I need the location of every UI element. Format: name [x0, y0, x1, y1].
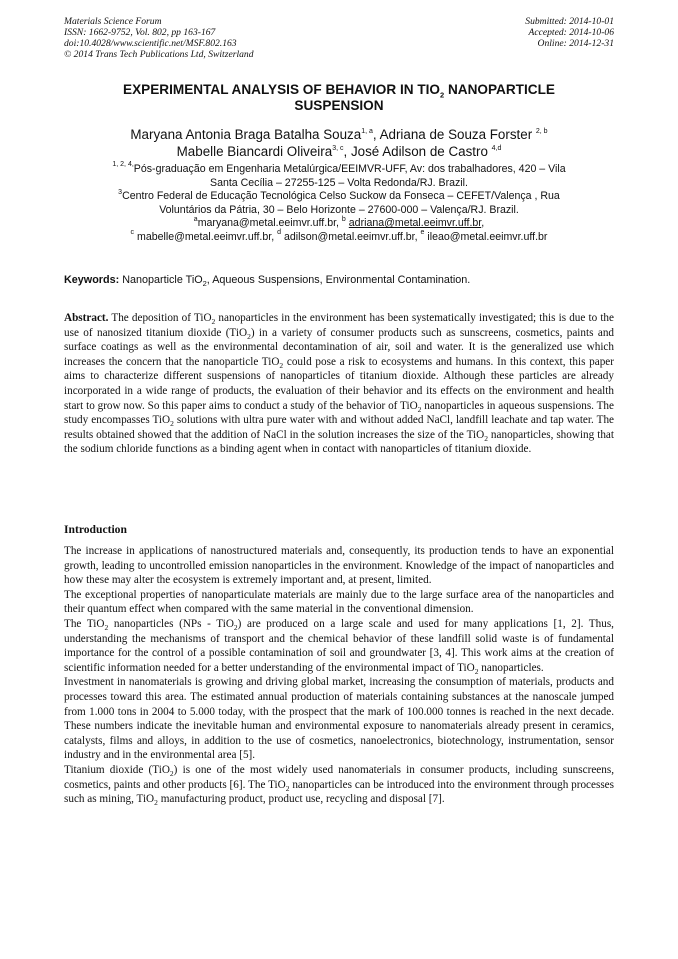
email-link[interactable]: adilson@metal.eeimvr.uff.br, — [281, 230, 421, 243]
journal-info — [64, 16, 254, 60]
paragraph: The increase in applications of nanostructured materials and, consequently, its production tends to have an exponential growth, leading to uncontrolled emission nanoparticles in the environment. Knowledge of the impact of nanoparticles and how these may alter the ecosystem is extremely important and, at present, limited. — [64, 545, 614, 587]
introduction-body — [64, 544, 614, 807]
paragraph: Titanium dioxide (TiO$_2$) is one of the most widely used nanomaterials in consumer products, including sunscreens, cosmetics, paints and other products [6]. The TiO$_2$ nanoparticles can be introduced into the environment through processes such as mining, TiO$_2$ manufacturing product, product use, recycling and disposal [7]. — [64, 763, 615, 808]
keywords: Keywords: Nanoparticle TiO$_2$, Aqueous Suspensions, Environmental Contamination. — [64, 274, 471, 289]
issn-line: ISSN: 1662-9752, Vol. 802, pp 163-167 — [64, 27, 216, 38]
email-list-2: $^c$ mabelle@metal.eeimvr.uff.br, $^d$ adilson@metal.eeimvr.uff.br, $^e$ ileao@metal.eeimvr.uff.br — [130, 229, 548, 243]
author-list: Maryana Antonia Braga Batalha Souza$^{1, a}$, Adriana de Souza Forster $^{2, b}$ Mabelle Biancardi Oliveira$^{3, c}$, José Adilson de Castro $^{4,d}$ — [130, 127, 548, 159]
paragraph: Investment in nanomaterials is growing and driving global market, increasing the consumption of materials, products and processes toward this area. The estimated annual production of materials containing substances at the nanoscale jumped from 1.000 tons in 2004 to 5.000 today, with the prospect that the mark of 100.000 tonnes is reached in the next decade. These numbers indicate the inevitable human and environmental exposure to nanomaterials already present in ceramics, catalysts, films and alloys, in addition to the use of cosmetics, nanoelectronics, biotechnology, instrumentation, sensor industry and in the environmental area [5]. — [64, 676, 614, 762]
doi-line: doi:10.4028/www.scientific.net/MSF.802.163 — [64, 38, 237, 49]
email-list-1: $^a$maryana@metal.eeimvr.uff.br, $^b$ adriana@metal.eeimvr.uff.br, — [193, 215, 485, 230]
paper-title: EXPERIMENTAL ANALYSIS OF BEHAVIOR IN $TIO_2$ NANOPARTICLE SUSPENSION — [123, 82, 555, 113]
online-date: Online: 2014-12-31 — [537, 38, 614, 49]
copyright-line: © 2014 Trans Tech Publications Ltd, Switzerland — [64, 49, 254, 60]
author-name: Mabelle Biancardi Oliveira — [176, 144, 333, 159]
journal-name: Materials Science Forum — [64, 16, 162, 27]
keywords-label: Keywords: — [64, 274, 120, 286]
paragraph: The TiO$_2$ nanoparticles (NPs - TiO$_2$) are produced on a large scale and used for many applications [1, 2]. Thus, understanding the mechanisms of transport and the chemical behavior of these landfill solid waste is of fundamental importance for the control of a possible contamination of soil and groundwater [3, 4]. This work aims at the creation of scientific information needed for a better understanding of the environmental impact of TiO$_2$ nanoparticles. — [64, 617, 614, 676]
author-name: , José Adilson de Castro — [343, 144, 492, 159]
submitted-date: Submitted: 2014-10-01 — [525, 16, 614, 27]
section-heading-introduction: Introduction — [64, 523, 127, 536]
email-link[interactable]: adriana@metal.eeimvr.uff.br — [348, 217, 482, 230]
email-link[interactable]: maryana@metal.eeimvr.uff.br, — [197, 217, 342, 230]
author-name: Maryana Antonia Braga Batalha Souza — [130, 127, 362, 142]
email-link[interactable]: mabelle@metal.eeimvr.uff.br, — [134, 230, 278, 243]
author-name: , Adriana de Souza Forster — [372, 127, 536, 142]
paragraph: The exceptional properties of nanoparticulate materials are mainly due to the large surface area of the nanoparticles and their quantum effect when compared with the same material in the conventional dimension. — [64, 588, 614, 616]
submission-dates — [525, 16, 614, 49]
abstract: Abstract. The deposition of TiO$_2$ nanoparticles in the environment has been systematically investigated; this is due to the use of nanosized titanium dioxide (TiO$_2$) in a variety of consumer products such as sunscreens, cosmetics, paints and surface coatings as well as the environmental decontamination of air, soil and water. It is the generalized use which increases the concern that the nanoparticle TiO$_2$ could pose a risk to ecosystems and humans. In this context, this paper aims to characterize different suspensions of nanoparticles of titanium dioxide. Although these particles are already incorporated in a wide range of products, the evaluation of their behavior and its effects on the environment and health start to grow now. So this paper aims to conduct a study of the behavior of TiO$_2$ nanoparticles in aqueous suspensions. The study encompasses TiO$_2$ solutions with ultra pure water with and without added NaCl, landfill leachate and tap water. The results obtained showed that the addition of NaCl in the solution increases the size of the TiO$_2$ nanoparticles, showing that the sodium chloride functions as a binding agent when in contact with nanoparticles of titanium dioxide. — [64, 312, 615, 456]
abstract-label: Abstract. — [64, 312, 109, 324]
email-link[interactable]: ileao@metal.eeimvr.uff.br — [424, 230, 548, 243]
affiliations: $^{1, 2, 4,}$Pós-graduação em Engenharia Metalúrgica/EEIMVR-UFF, Av: dos trabalhadores, 420 – Vila Santa Cecília – 27255-125 – Volta Redonda/RJ. Brazil. $^3$Centro Federal de Educação Tecnológica Celso Suckow da Fonseca – CEFET/Valença , Rua Voluntários da Pátria, 30 – Belo Horizonte – 27600-000 – Valença/RJ. Brazil. $^a$maryana@metal.eeimvr.uff.br, $^b$ adriana@metal.eeimvr.uff.br, $^c$ mabelle@metal.eeimvr.uff.br, $^d$ adilson@metal.eeimvr.uff.br, $^e$ ileao@metal.eeimvr.uff.br — [64, 163, 614, 245]
accepted-date: Accepted: 2014-10-06 — [528, 27, 614, 38]
